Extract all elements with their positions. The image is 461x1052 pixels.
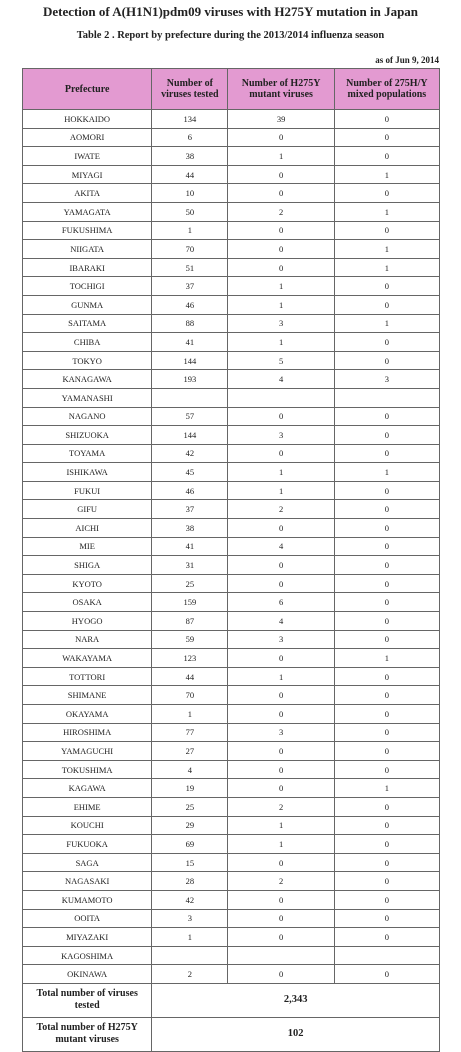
mixed-count-cell: 0 (334, 351, 439, 370)
mixed-count-cell: 0 (334, 333, 439, 352)
viruses-tested-cell: 45 (152, 463, 228, 482)
viruses-tested-cell: 144 (152, 351, 228, 370)
mixed-count-cell: 0 (334, 630, 439, 649)
mixed-count-cell: 0 (334, 872, 439, 891)
prefecture-cell: GIFU (23, 500, 152, 519)
viruses-tested-cell: 25 (152, 797, 228, 816)
mixed-count-cell: 0 (334, 816, 439, 835)
table-row (23, 388, 440, 407)
mixed-count-cell: 1 (334, 202, 439, 221)
mixed-count-cell: 0 (334, 295, 439, 314)
prefecture-cell: YAMAGATA (23, 202, 152, 221)
viruses-tested-cell: 51 (152, 258, 228, 277)
prefecture-cell: FUKUSHIMA (23, 221, 152, 240)
mixed-count-cell: 0 (334, 184, 439, 203)
mutant-count-cell: 0 (228, 407, 334, 426)
mutant-count-cell: 4 (228, 537, 334, 556)
mutant-count-cell: 0 (228, 742, 334, 761)
mixed-count-cell: 0 (334, 667, 439, 686)
total-mutant-label: Total number of H275Y mutant viruses (23, 1017, 152, 1051)
viruses-tested-cell: 3 (152, 909, 228, 928)
table-row (23, 128, 440, 147)
table-row (23, 295, 440, 314)
prefecture-cell: AKITA (23, 184, 152, 203)
viruses-tested-cell: 87 (152, 612, 228, 631)
mixed-count-cell: 1 (334, 258, 439, 277)
mutant-count-cell: 1 (228, 147, 334, 166)
mixed-count-cell: 0 (334, 519, 439, 538)
table-row (23, 946, 440, 965)
viruses-tested-cell: 38 (152, 519, 228, 538)
table-row (23, 165, 440, 184)
total-tested-label: Total number of viruses tested (23, 983, 152, 1017)
prefecture-cell: OKAYAMA (23, 705, 152, 724)
prefecture-cell: KANAGAWA (23, 370, 152, 389)
viruses-tested-cell: 88 (152, 314, 228, 333)
header-prefecture: Prefecture (23, 69, 152, 110)
mixed-count-cell: 1 (334, 463, 439, 482)
table-row (23, 258, 440, 277)
table-row (23, 835, 440, 854)
table-body (23, 110, 440, 984)
prefecture-cell: IBARAKI (23, 258, 152, 277)
mixed-count-cell (334, 388, 439, 407)
viruses-tested-cell: 70 (152, 240, 228, 259)
table-row (23, 444, 440, 463)
prefecture-cell: NIIGATA (23, 240, 152, 259)
table-row (23, 965, 440, 984)
viruses-tested-cell: 38 (152, 147, 228, 166)
table-row (23, 593, 440, 612)
mutant-count-cell: 0 (228, 705, 334, 724)
viruses-tested-cell: 159 (152, 593, 228, 612)
mixed-count-cell: 0 (334, 481, 439, 500)
mutant-count-cell: 1 (228, 667, 334, 686)
mutant-count-cell (228, 388, 334, 407)
table-row (23, 556, 440, 575)
mutant-count-cell: 2 (228, 202, 334, 221)
mixed-count-cell: 0 (334, 797, 439, 816)
viruses-tested-cell: 44 (152, 165, 228, 184)
prefecture-cell: HIROSHIMA (23, 723, 152, 742)
prefecture-cell: GUNMA (23, 295, 152, 314)
mutant-count-cell: 5 (228, 351, 334, 370)
mutant-count-cell: 1 (228, 277, 334, 296)
mixed-count-cell: 0 (334, 110, 439, 129)
viruses-tested-cell: 37 (152, 500, 228, 519)
viruses-tested-cell: 42 (152, 444, 228, 463)
mutant-count-cell: 0 (228, 221, 334, 240)
prefecture-cell: TOTTORI (23, 667, 152, 686)
prefecture-cell: OSAKA (23, 593, 152, 612)
mixed-count-cell: 0 (334, 909, 439, 928)
prefecture-cell: SAITAMA (23, 314, 152, 333)
mutant-count-cell: 0 (228, 240, 334, 259)
table-row (23, 537, 440, 556)
mutant-count-cell: 0 (228, 760, 334, 779)
viruses-tested-cell: 57 (152, 407, 228, 426)
viruses-tested-cell: 2 (152, 965, 228, 984)
prefecture-cell: NARA (23, 630, 152, 649)
mixed-count-cell: 0 (334, 221, 439, 240)
table-row (23, 147, 440, 166)
prefecture-cell: AICHI (23, 519, 152, 538)
table-row (23, 240, 440, 259)
total-mutant-row (23, 1017, 440, 1051)
viruses-tested-cell: 50 (152, 202, 228, 221)
viruses-tested-cell: 31 (152, 556, 228, 575)
viruses-tested-cell: 70 (152, 686, 228, 705)
viruses-tested-cell: 123 (152, 649, 228, 668)
prefecture-cell: HYOGO (23, 612, 152, 631)
mixed-count-cell: 0 (334, 407, 439, 426)
mixed-count-cell: 0 (334, 556, 439, 575)
as-of-date: as of Jun 9, 2014 (375, 55, 439, 65)
viruses-tested-cell (152, 388, 228, 407)
table-row (23, 816, 440, 835)
viruses-tested-cell: 77 (152, 723, 228, 742)
table-row (23, 500, 440, 519)
mutant-count-cell: 0 (228, 965, 334, 984)
total-tested-row (23, 983, 440, 1017)
mixed-count-cell: 0 (334, 760, 439, 779)
table-row (23, 519, 440, 538)
viruses-tested-cell: 1 (152, 705, 228, 724)
mutant-count-cell: 0 (228, 574, 334, 593)
mixed-count-cell: 1 (334, 779, 439, 798)
viruses-tested-cell: 144 (152, 426, 228, 445)
table-row (23, 574, 440, 593)
viruses-tested-cell: 4 (152, 760, 228, 779)
mixed-count-cell: 0 (334, 742, 439, 761)
mutant-count-cell: 0 (228, 165, 334, 184)
prefecture-cell: YAMAGUCHI (23, 742, 152, 761)
prefecture-cell: CHIBA (23, 333, 152, 352)
viruses-tested-cell: 25 (152, 574, 228, 593)
mixed-count-cell: 0 (334, 890, 439, 909)
viruses-tested-cell: 193 (152, 370, 228, 389)
mutant-count-cell: 1 (228, 481, 334, 500)
mixed-count-cell: 1 (334, 165, 439, 184)
prefecture-cell: SAGA (23, 853, 152, 872)
prefecture-cell: MIYAZAKI (23, 928, 152, 947)
viruses-tested-cell: 19 (152, 779, 228, 798)
table-row (23, 760, 440, 779)
mutant-count-cell: 2 (228, 500, 334, 519)
prefecture-cell: HOKKAIDO (23, 110, 152, 129)
table-row (23, 797, 440, 816)
table-row (23, 612, 440, 631)
table-row (23, 890, 440, 909)
prefecture-cell: SHIGA (23, 556, 152, 575)
mixed-count-cell: 0 (334, 853, 439, 872)
mixed-count-cell: 3 (334, 370, 439, 389)
mutant-count-cell: 1 (228, 816, 334, 835)
mixed-count-cell: 0 (334, 723, 439, 742)
prefecture-cell: IWATE (23, 147, 152, 166)
table-row (23, 742, 440, 761)
viruses-tested-cell: 59 (152, 630, 228, 649)
mutant-count-cell: 4 (228, 612, 334, 631)
viruses-tested-cell: 41 (152, 333, 228, 352)
viruses-tested-cell: 42 (152, 890, 228, 909)
mutant-count-cell: 0 (228, 519, 334, 538)
mixed-count-cell: 0 (334, 277, 439, 296)
mutant-count-cell: 6 (228, 593, 334, 612)
header-row (23, 69, 440, 110)
prefecture-cell: OKINAWA (23, 965, 152, 984)
viruses-tested-cell: 10 (152, 184, 228, 203)
mixed-count-cell: 0 (334, 147, 439, 166)
prefecture-cell: TOKYO (23, 351, 152, 370)
prefecture-cell: ISHIKAWA (23, 463, 152, 482)
table-row (23, 723, 440, 742)
mutant-count-cell: 0 (228, 779, 334, 798)
mixed-count-cell: 0 (334, 965, 439, 984)
table-row (23, 314, 440, 333)
table-row (23, 202, 440, 221)
mixed-count-cell: 0 (334, 928, 439, 947)
mutant-count-cell: 0 (228, 444, 334, 463)
table-row (23, 705, 440, 724)
viruses-tested-cell: 46 (152, 481, 228, 500)
mutant-count-cell: 2 (228, 797, 334, 816)
mixed-count-cell (334, 946, 439, 965)
mixed-count-cell: 0 (334, 574, 439, 593)
viruses-tested-cell: 28 (152, 872, 228, 891)
prefecture-cell: NAGASAKI (23, 872, 152, 891)
table-row (23, 909, 440, 928)
mutant-count-cell: 0 (228, 686, 334, 705)
viruses-tested-cell: 1 (152, 928, 228, 947)
table-row (23, 686, 440, 705)
mixed-count-cell: 1 (334, 240, 439, 259)
viruses-tested-cell: 41 (152, 537, 228, 556)
prefecture-cell: KUMAMOTO (23, 890, 152, 909)
mixed-count-cell: 1 (334, 649, 439, 668)
prefecture-table (22, 68, 440, 1052)
prefecture-cell: FUKUI (23, 481, 152, 500)
header-mixed-populations: Number of 275H/Y mixed populations (334, 69, 439, 110)
viruses-tested-cell: 15 (152, 853, 228, 872)
mutant-count-cell: 0 (228, 258, 334, 277)
prefecture-cell: MIE (23, 537, 152, 556)
viruses-tested-cell: 134 (152, 110, 228, 129)
viruses-tested-cell: 69 (152, 835, 228, 854)
table-row (23, 853, 440, 872)
viruses-tested-cell: 1 (152, 221, 228, 240)
prefecture-cell: KAGOSHIMA (23, 946, 152, 965)
table-row (23, 481, 440, 500)
prefecture-cell: NAGANO (23, 407, 152, 426)
prefecture-cell: MIYAGI (23, 165, 152, 184)
mixed-count-cell: 0 (334, 500, 439, 519)
table-row (23, 184, 440, 203)
table-row (23, 333, 440, 352)
table-row (23, 426, 440, 445)
mutant-count-cell: 0 (228, 184, 334, 203)
header-viruses-tested: Number of viruses tested (152, 69, 228, 110)
mixed-count-cell: 0 (334, 426, 439, 445)
table-row (23, 407, 440, 426)
mutant-count-cell: 3 (228, 426, 334, 445)
mixed-count-cell: 0 (334, 128, 439, 147)
table-row (23, 370, 440, 389)
viruses-tested-cell: 46 (152, 295, 228, 314)
mixed-count-cell: 0 (334, 444, 439, 463)
prefecture-cell: SHIZUOKA (23, 426, 152, 445)
mutant-count-cell: 39 (228, 110, 334, 129)
prefecture-cell: TOYAMA (23, 444, 152, 463)
mutant-count-cell: 0 (228, 928, 334, 947)
prefecture-cell: TOCHIGI (23, 277, 152, 296)
mutant-count-cell: 1 (228, 333, 334, 352)
mutant-count-cell: 2 (228, 872, 334, 891)
table-row (23, 351, 440, 370)
table-row (23, 630, 440, 649)
table-row (23, 928, 440, 947)
mutant-count-cell: 4 (228, 370, 334, 389)
table-row (23, 110, 440, 129)
total-tested-value: 2,343 (152, 983, 440, 1017)
viruses-tested-cell (152, 946, 228, 965)
mixed-count-cell: 0 (334, 705, 439, 724)
mutant-count-cell: 1 (228, 463, 334, 482)
prefecture-cell: WAKAYAMA (23, 649, 152, 668)
page-title: Detection of A(H1N1)pdm09 viruses with H275Y mutation in Japan (42, 4, 419, 19)
mutant-count-cell: 3 (228, 723, 334, 742)
mutant-count-cell: 0 (228, 128, 334, 147)
mutant-count-cell: 0 (228, 853, 334, 872)
viruses-tested-cell: 44 (152, 667, 228, 686)
mutant-count-cell: 0 (228, 649, 334, 668)
mutant-count-cell: 0 (228, 890, 334, 909)
mutant-count-cell: 1 (228, 835, 334, 854)
prefecture-cell: EHIME (23, 797, 152, 816)
table-row (23, 872, 440, 891)
table-row (23, 649, 440, 668)
viruses-tested-cell: 6 (152, 128, 228, 147)
table-row (23, 221, 440, 240)
table-row (23, 277, 440, 296)
prefecture-cell: KOUCHI (23, 816, 152, 835)
prefecture-cell: OOITA (23, 909, 152, 928)
prefecture-cell: FUKUOKA (23, 835, 152, 854)
total-mutant-value: 102 (152, 1017, 440, 1051)
mixed-count-cell: 0 (334, 537, 439, 556)
table-row (23, 667, 440, 686)
viruses-tested-cell: 37 (152, 277, 228, 296)
mutant-count-cell: 0 (228, 556, 334, 575)
mixed-count-cell: 0 (334, 593, 439, 612)
mutant-count-cell (228, 946, 334, 965)
prefecture-cell: KYOTO (23, 574, 152, 593)
mixed-count-cell: 1 (334, 314, 439, 333)
mutant-count-cell: 1 (228, 295, 334, 314)
mutant-count-cell: 3 (228, 630, 334, 649)
prefecture-cell: YAMANASHI (23, 388, 152, 407)
mutant-count-cell: 0 (228, 909, 334, 928)
mutant-count-cell: 3 (228, 314, 334, 333)
mixed-count-cell: 0 (334, 686, 439, 705)
prefecture-cell: AOMORI (23, 128, 152, 147)
header-h275y-mutants: Number of H275Y mutant viruses (228, 69, 334, 110)
table-caption: Table 2 . Report by prefecture during the 2013/2014 influenza season (76, 30, 385, 41)
mixed-count-cell: 0 (334, 612, 439, 631)
viruses-tested-cell: 27 (152, 742, 228, 761)
table-row (23, 779, 440, 798)
prefecture-cell: TOKUSHIMA (23, 760, 152, 779)
table-row (23, 463, 440, 482)
prefecture-cell: SHIMANE (23, 686, 152, 705)
prefecture-cell: KAGAWA (23, 779, 152, 798)
viruses-tested-cell: 29 (152, 816, 228, 835)
mixed-count-cell: 0 (334, 835, 439, 854)
